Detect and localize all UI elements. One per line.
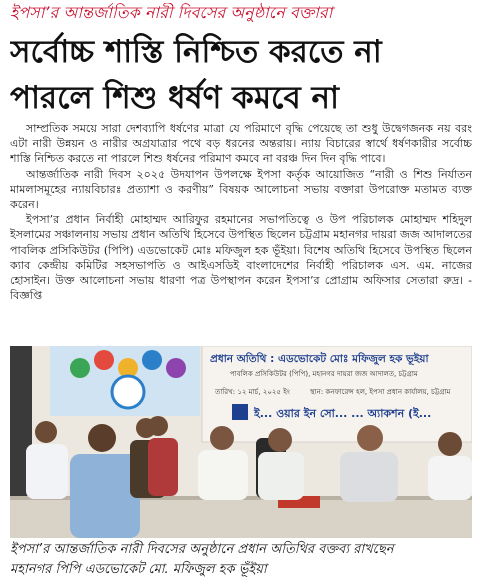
banner-org-name: ই... ওয়ার ইন সো... ... অ্যাকশন (ই... xyxy=(254,407,432,420)
caption-line-2: মহানগর পিপি এডভোকেট মো. মফিজুল হক ভূঁইয়া xyxy=(10,562,267,577)
headline-line-2: পারলে শিশু ধর্ষণ কমবে না xyxy=(10,80,340,116)
banner-venue: স্থান: কনফারেন্স হল, ইপসা প্রধান কার্যালয়, চট্টগ্রাম xyxy=(310,388,451,396)
banner-date: তারিখ: ১২ মার্চ, ২০২৫ ইং xyxy=(215,388,290,396)
org-logo-icon xyxy=(232,404,248,420)
banner-chief-guest: প্রধান অতিথি : এডভোকেট মোঃ মফিজুল হক ভূইয়া xyxy=(210,353,429,365)
headline-line-1: সর্বোচ্চ শাস্তি নিশ্চিত করতে না xyxy=(10,34,382,70)
event-photo xyxy=(10,346,472,538)
article-body xyxy=(10,121,472,343)
caption-line-1: ইপসা’র আন্তর্জাতিক নারী দিবসের অনুষ্ঠানে প্রধান অতিথির বক্তব্য রাখছেন xyxy=(10,542,394,557)
article-paragraph: সাম্প্রতিক সময়ে সারা দেশব্যাপি ধর্ষণের মাত্রা যে পরিমাণে বৃদ্ধি পেয়েছে তা শুধু উদ্বেগজনক নয় বরং এটা নারী উন্নয়ন ও নারীর অগ্রযাত্রার পথে বড় ধরনের অন্তরায়। ন্যায় বিচারের স্বার্থে ধর্ষণকারীর সর্বোচ্চ শাস্তি নিশ্চিত করতে না পারলে শিশু ধর্ষনের পরিমাণ কমবে না বরঞ্চ দিন দিন বৃদ্ধি পাবে। xyxy=(10,122,472,166)
banner-designation: পাবলিক প্রসিকিউটর (পিপি), মহানগর দায়রা জজ আদালত, চট্টগ্রাম xyxy=(230,370,418,378)
article-paragraph: ইপসা’র প্রধান নির্বাহী মোহাম্মদ আরিফুর রহমানের সভাপতিত্বে ও উপ পরিচালক মোহাম্মদ শহিদুল ইসলামের সঞ্চালনায় সভায় প্রধান অতিথি হিসেবে উপস্থিত ছিলেন চট্টগ্রাম মহানগর দায়রা জজ আদালতের পাবলিক প্রসিকিউটর (পিপি) এডভোকেট মোঃ মফিজুল হক ভূঁইয়া। বিশেষ অতিথি হিসেবে উপস্থিত ছিলেন ক্যাব কেন্দ্রীয় কমিটির সহসভাপতি ও আইএসডিই বাংলাদেশের নির্বাহী পরিচালক এস. এম. নাজের হোসাইন। উক্ত আলোচনা সভায় ধারণা পত্র উপস্থাপন করেন ইপসা’র প্রোগ্রাম অফিসার সেতারা রুদ্র। - বিজ্ঞপ্তি xyxy=(10,213,472,303)
kicker-line: ইপসা’র আন্তর্জাতিক নারী দিবসের অনুষ্ঠানে বক্তারা xyxy=(10,3,333,22)
photo-caption xyxy=(10,540,472,580)
article-paragraph: আন্তর্জাতিক নারী দিবস ২০২৫ উদযাপন উপলক্ষে ইপসা কর্তৃক আয়োজিত “নারী ও শিশু নির্যাতন মামলাসমূহের ন্যায়বিচারঃ প্রত্যাশা ও করণীয়” বিষয়ক আলোচনা সভায় বক্তারা উপরোক্ত মতামত ব্যক্ত করেন। xyxy=(10,167,472,212)
